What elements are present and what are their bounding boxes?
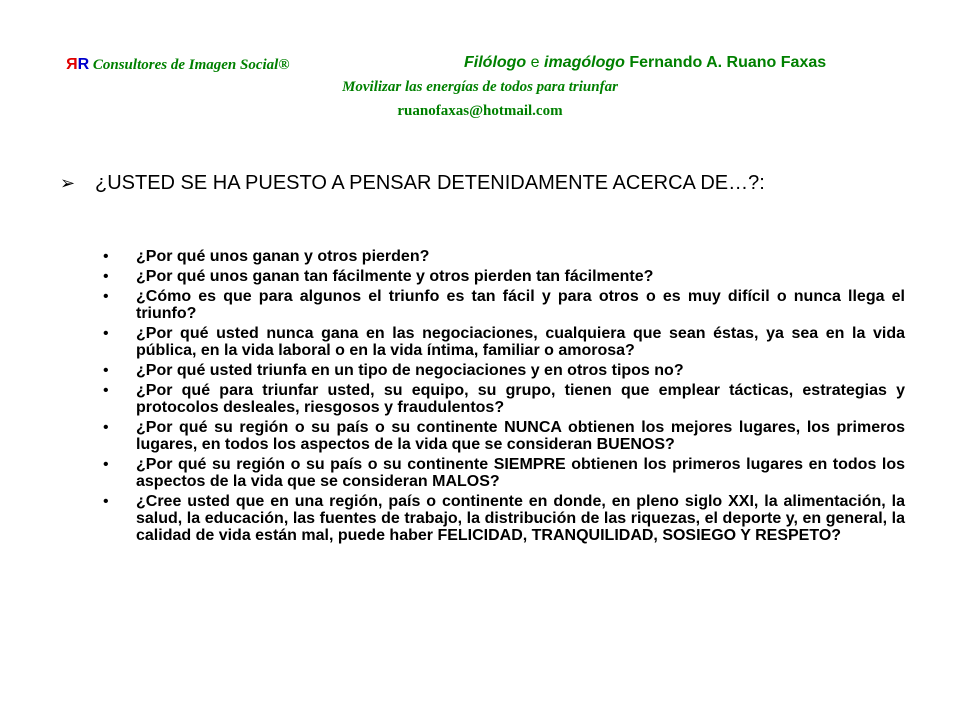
item-text-a: ¿Por qué usted triunfa en un tipo de negociaciones y en otros tipos no? — [136, 362, 684, 379]
arrow-bullet-icon: ➢ — [60, 173, 76, 193]
author-name: Fernando A. Ruano Faxas — [629, 54, 827, 71]
company-header — [66, 56, 290, 74]
bullet-icon: • — [103, 325, 109, 342]
bullet-icon: • — [103, 362, 109, 379]
logo-letter: R — [77, 56, 90, 73]
registered-mark: ® — [278, 57, 290, 73]
item-text-a: ¿Por qué usted nunca gana en las negociaciones, cualquiera que sean éstas, ya sea en la vida pública, en la vida laboral o en la vida íntima, familiar o amorosa? — [136, 325, 905, 359]
bullet-icon: • — [103, 268, 109, 285]
bullet-icon: • — [103, 288, 109, 305]
item-text-a: ¿Por qué unos ganan y otros pierden? — [136, 248, 430, 265]
item-text-a: ¿Por qué su región o su país o su continente — [136, 456, 494, 473]
bullet-icon: • — [103, 493, 109, 510]
main-question: ¿USTED SE HA PUESTO A PENSAR DETENIDAMENTE ACERCA DE…?: — [95, 172, 765, 194]
bullet-icon: • — [103, 456, 109, 473]
bullet-icon: • — [103, 419, 109, 436]
list-item — [103, 362, 905, 379]
list-item — [103, 325, 905, 359]
item-text-a: ¿Cree usted que en una región, país o continente en donde, en pleno siglo XXI, la alimentación, la salud, la educación, las fuentes de trabajo, la distribución de las riquezas, el deporte y, en general, la calidad de vida están mal, puede haber — [136, 493, 905, 544]
list-item — [103, 419, 905, 453]
logo-letter-mirrored: R — [66, 56, 78, 73]
author-role-2: imagólogo — [544, 54, 625, 71]
list-item — [103, 382, 905, 416]
slogan — [0, 79, 960, 96]
item-text-d: BUENOS? — [596, 436, 675, 453]
bullet-icon: • — [103, 382, 109, 399]
item-text-a: ¿Por qué unos ganan tan fácilmente y otros pierden tan fácilmente? — [136, 268, 654, 285]
slogan-text: Movilizar las energías de todos para triunfar — [342, 79, 618, 95]
item-text-b: SIEMPRE — [493, 456, 566, 473]
item-text-c: obtienen los primeros lugares en todos los aspectos de la vida que se consideran — [136, 456, 906, 490]
contact-email: ruanofaxas@hotmail.com — [397, 103, 563, 119]
item-text-a: ¿Cómo es que para algunos el triunfo es tan fácil y para otros o es muy difícil o nunca llega el triunfo? — [136, 288, 905, 322]
list-item — [103, 493, 905, 544]
list-item — [103, 456, 905, 490]
list-item — [103, 248, 905, 265]
item-text-c: obtienen los mejores lugares, los primeros lugares, en todos los aspectos de la vida que se consideran — [136, 419, 906, 453]
company-name: Consultores de Imagen Social — [92, 57, 279, 73]
company-logo — [66, 56, 89, 73]
item-text-b: NUNCA — [504, 419, 562, 436]
item-text-a: ¿Por qué para triunfar usted, su equipo, su grupo, tienen que emplear tácticas, estrategias y protocolos desleales, riesgosos y fraudulentos? — [136, 382, 905, 416]
item-text-d: MALOS? — [432, 473, 500, 490]
author-role-1: Filólogo — [464, 54, 527, 71]
item-text-b: FELICIDAD, TRANQUILIDAD, SOSIEGO Y RESPETO? — [437, 527, 842, 544]
list-item — [103, 268, 905, 285]
list-item — [103, 288, 905, 322]
item-text-a: ¿Por qué su región o su país o su continente — [136, 419, 505, 436]
question-list — [103, 248, 905, 547]
bullet-icon: • — [103, 248, 109, 265]
author-role-conj: e — [530, 54, 540, 71]
author-header — [464, 54, 826, 72]
